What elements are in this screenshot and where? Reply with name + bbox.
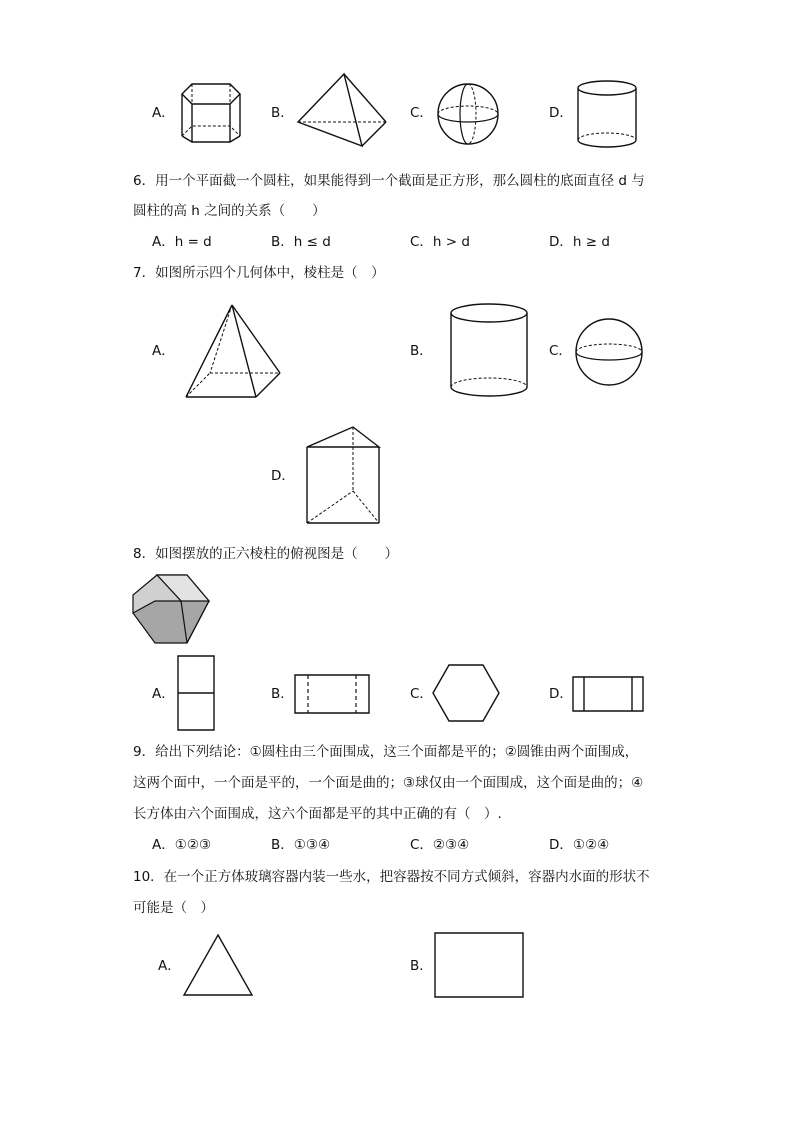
q8-option-c-label: C． — [410, 686, 433, 702]
triangle-figure — [182, 933, 254, 997]
q9-stem-line-3: 长方体由六个面围成，这六个面都是平的其中正确的有（ ）. — [133, 806, 502, 822]
hexagon-figure — [432, 664, 500, 722]
q5-option-a-label: A． — [152, 105, 175, 121]
q10-stem-line-2: 可能是（ ） — [133, 900, 214, 916]
q5-option-b-label: B． — [271, 105, 294, 121]
q9-option-a: A．①②③ — [152, 837, 212, 853]
two-stacked-squares-figure — [177, 655, 215, 731]
sphere-figure — [574, 318, 644, 386]
rectangle-solid-sides-figure — [572, 676, 644, 712]
q6-option-a: A．h = d — [152, 234, 212, 250]
rectangle-figure — [434, 932, 524, 998]
q10-option-b-label: B． — [410, 958, 433, 974]
q5-option-c-label: C． — [410, 105, 433, 121]
triangular-prism-figure — [305, 425, 383, 525]
hexagonal-prism-figure — [178, 80, 244, 146]
q9-stem-line-1: 9．给出下列结论：①圆柱由三个面围成，这三个面都是平的；②圆锥由两个面围成， — [133, 744, 639, 760]
hexagonal-prism-shaded-figure — [131, 573, 211, 649]
q9-option-b: B．①③④ — [271, 837, 331, 853]
q7-option-a-label: A． — [152, 343, 175, 359]
q6-option-c: C．h > d — [410, 234, 470, 250]
q9-stem-line-2: 这两个面中，一个面是平的，一个面是曲的；③球仅由一个面围成，这个面是曲的；④ — [133, 775, 644, 791]
square-pyramid-figure — [184, 303, 282, 399]
q7-stem: 7．如图所示四个几何体中，棱柱是（ ） — [133, 265, 385, 281]
q9-option-c: C．②③④ — [410, 837, 470, 853]
cylinder-figure — [449, 303, 529, 399]
q8-option-d-label: D． — [549, 686, 573, 702]
q5-option-d-label: D． — [549, 105, 573, 121]
q8-option-b-label: B． — [271, 686, 294, 702]
triangular-pyramid-figure — [296, 72, 388, 148]
q7-option-b-label: B． — [410, 343, 433, 359]
q8-option-a-label: A． — [152, 686, 175, 702]
q6-option-b: B．h ≤ d — [271, 234, 331, 250]
sphere-figure — [436, 82, 500, 146]
q7-option-c-label: C． — [549, 343, 572, 359]
cylinder-figure — [576, 80, 638, 150]
q6-stem-line-1: 6．用一个平面截一个圆柱，如果能得到一个截面是正方形，那么圆柱的底面直径 d 与 — [133, 173, 645, 189]
q7-option-d-label: D． — [271, 468, 295, 484]
q8-stem: 8．如图摆放的正六棱柱的俯视图是（ ） — [133, 546, 399, 562]
rectangle-dashed-sides-figure — [294, 674, 370, 714]
q10-stem-line-1: 10．在一个正方体玻璃容器内装一些水，把容器按不同方式倾斜，容器内水面的形状不 — [133, 869, 650, 885]
q10-option-a-label: A． — [158, 958, 181, 974]
q6-stem-line-2: 圆柱的高 h 之间的关系（ ） — [133, 203, 326, 219]
q9-option-d: D．①②④ — [549, 837, 610, 853]
q6-option-d: D．h ≥ d — [549, 234, 610, 250]
